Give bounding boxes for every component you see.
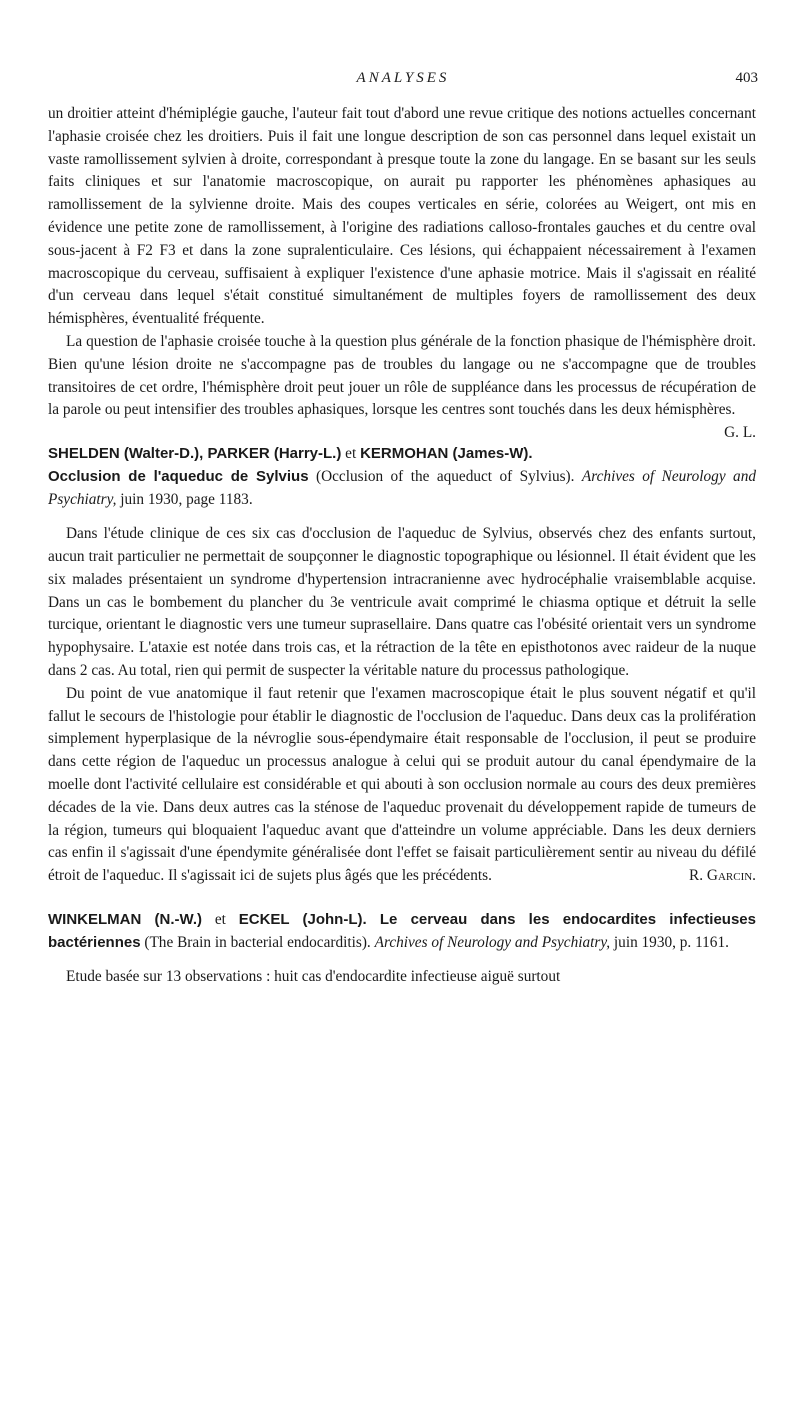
entry-authors: WINKELMAN (N.-W.) [48, 910, 202, 928]
page-number: 403 [735, 70, 758, 86]
entry-date: juin 1930, page 1183. [116, 491, 253, 509]
page-header [48, 70, 758, 94]
entry-body [48, 966, 756, 989]
entry-authors-2: KERMOHAN (James-W). [360, 445, 533, 463]
continued-paragraph: un droitier atteint d'hémiplégie gauche, l'auteur fait tout d'abord une revue critique des notions actuelles concernant l'aphasie croisée chez les droitiers. Puis il fait une longue description de son cas personnel dans lequel existait un vaste ramollissement sylvien à droite, correspondant à presque toute la zone du langage. En se basant sur les seuls faits cliniques et sur l'anatomie macroscopique, on aurait pu rapporter les phénomènes aphasiques au ramollissement de la sylvienne droite. Mais des coupes verticales en série, colorées au Weigert, ont mis en évidence une petite zone de ramollissement, à l'origine des radiations calloso-frontales gauches et du centre oval sous-jacent à F2 F3 et dans la zone supralenticulaire. Ces lésions, qui échappaient nécessairement à l'examen macroscopique du cerveau, suffisaient à expliquer l'existence d'une aphasie motrice. Mais il s'agissait en réalité d'un cerveau dans lequel s'était constitué simultanément de multiples foyers de ramollissement des deux hémisphères, éventualité fréquente. [48, 105, 756, 328]
running-title: ANALYSES [356, 70, 450, 86]
conjunction: et [202, 910, 239, 928]
conjunction: et [341, 445, 361, 463]
entry-journal: Archives of Neurology and Psychiatry, [374, 933, 611, 951]
paragraph [48, 331, 756, 442]
reviewer-signature: R. Garcin. [689, 867, 756, 885]
entry-authors-2: ECKEL (John-L). [238, 910, 367, 928]
review-entry-2 [48, 908, 756, 989]
paragraph: Etude basée sur 13 observations : huit cas d'endocardite infectieuse aiguë surtout [66, 967, 561, 985]
entry-citation [48, 908, 756, 954]
entry-authors: SHELDEN (Walter-D.), PARKER (Harry-L.) [48, 445, 342, 463]
paragraph-text: Du point de vue anatomique il faut retenir que l'examen macroscopique était le plus souvent négatif et qu'il fallut le secours de l'histologie pour établir le diagnostic de l'occlusion de l'aqueduc. Dans deux cas la prolifération simplement hyperplasique de la névroglie sous-épendymaire était responsable de l'occlusion, il peut se produire dans cette région de l'aqueduc un processus analogue à celui qui se produit autour du canal épendymaire de la moelle dont l'activité cellulaire est considérable et qui abouti à son occlusion normale au cours des deux premières décades de la vie. Dans deux autres cas la sténose de l'aqueduc provenait du développement rapide de tumeurs de la région, tumeurs qui bloquaient l'aqueduc avant que d'atteindre un volume appréciable. Dans les deux derniers cas enfin il s'agissait d'une épendymite généralisée dont l'effet se faisait particulièrement sentir au niveau du défilé étroit de l'aqueduc. Il s'agissait ici de sujets plus âgés que les précédents. [48, 684, 756, 885]
entry-title: Le cerveau dans les endocardites infectieuses bactériennes [48, 910, 756, 951]
paragraph [48, 683, 756, 888]
entry-translation: (Occlusion of the aqueduct of Sylvius). [308, 468, 582, 486]
entry-translation: (The Brain in bacterial endocarditis). [140, 933, 375, 951]
entry-journal: Archives of Neurology and Psychiatry, [48, 468, 756, 509]
entry-date: juin 1930, p. 1161. [610, 933, 729, 951]
entry-body [48, 523, 756, 888]
paragraph: Dans l'étude clinique de ces six cas d'occlusion de l'aqueduc de Sylvius, observés chez des enfants surtout, aucun trait particulier ne permettait de soupçonner le diagnostic topographique ou lésionnel. Il était évident que les six malades présentaient un syndrome d'hypertension intracranienne avec hydrocéphalie vraisemblable acquise. Dans un cas le bombement du plancher du 3e ventricule avait comprimé le chiasma optique et détruit la selle turcique, orientant le diagnostic vers une tumeur suprasellaire. Dans quatre cas l'obésité orientait vers un syndrome hypophysaire. L'ataxie est notée dans trois cas, et la rétraction de la tête en episthotonos avec raideur de la nuque dans 2 cas. Au total, rien qui permit de suspecter la véritable nature du processus pathologique. [48, 525, 756, 679]
review-entry-1 [48, 442, 756, 888]
entry-citation [48, 442, 756, 511]
entry-title: Occlusion de l'aqueduc de Sylvius [48, 468, 309, 486]
paragraph-text: La question de l'aphasie croisée touche à la question plus générale de la fonction phasique de l'hémisphère droit. Bien qu'une lésion droite ne s'accompagne pas de troubles du langage ou ne s'accompagne que de troubles transitoires de cet ordre, l'hémisphère droit peut jouer un rôle de suppléance dans les processus de récupération de la parole ou peut intensifier des troubles aphasiques, lorsque les centres sont touchés dans les deux hémisphères. [48, 332, 756, 419]
page-body [48, 103, 756, 989]
reviewer-signature: G. L. [724, 424, 756, 442]
